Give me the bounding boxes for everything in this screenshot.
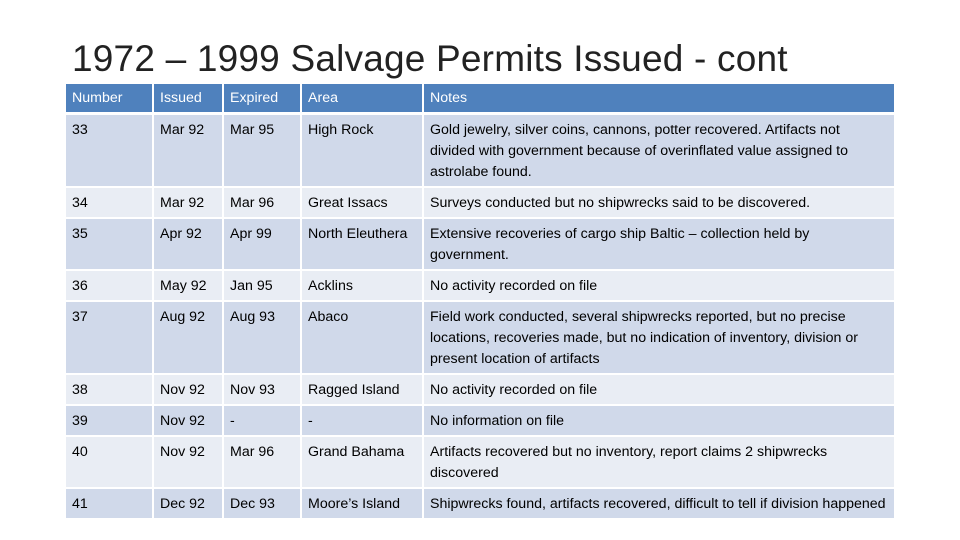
cell-notes: Gold jewelry, silver coins, cannons, potter recovered. Artifacts not divided with government because of overinflated value assigned to astrolabe found. xyxy=(424,115,894,188)
cell-expired: Dec 93 xyxy=(224,489,302,520)
cell-number: 37 xyxy=(66,302,154,375)
salvage-permits-table xyxy=(66,84,894,520)
header-expired: Expired xyxy=(224,84,302,115)
header-issued: Issued xyxy=(154,84,224,115)
cell-expired: Mar 96 xyxy=(224,188,302,219)
cell-notes: Field work conducted, several shipwrecks reported, but no precise locations, recoveries made, but no indication of inventory, division or present location of artifacts xyxy=(424,302,894,375)
cell-number: 35 xyxy=(66,219,154,271)
cell-issued: Nov 92 xyxy=(154,437,224,489)
cell-number: 39 xyxy=(66,406,154,437)
cell-number: 33 xyxy=(66,115,154,188)
table-row xyxy=(66,302,894,375)
cell-number: 41 xyxy=(66,489,154,520)
cell-number: 34 xyxy=(66,188,154,219)
cell-issued: Nov 92 xyxy=(154,406,224,437)
cell-notes: Surveys conducted but no shipwrecks said to be discovered. xyxy=(424,188,894,219)
cell-expired: - xyxy=(224,406,302,437)
cell-notes: No information on file xyxy=(424,406,894,437)
cell-notes: No activity recorded on file xyxy=(424,375,894,406)
cell-issued: Mar 92 xyxy=(154,115,224,188)
cell-notes: No activity recorded on file xyxy=(424,271,894,302)
table-row xyxy=(66,219,894,271)
table-row xyxy=(66,437,894,489)
table-row xyxy=(66,375,894,406)
cell-number: 38 xyxy=(66,375,154,406)
cell-expired: Mar 95 xyxy=(224,115,302,188)
cell-issued: Mar 92 xyxy=(154,188,224,219)
cell-expired: Apr 99 xyxy=(224,219,302,271)
cell-area: Great Issacs xyxy=(302,188,424,219)
cell-issued: Apr 92 xyxy=(154,219,224,271)
cell-area: Acklins xyxy=(302,271,424,302)
cell-number: 40 xyxy=(66,437,154,489)
header-number: Number xyxy=(66,84,154,115)
table-row xyxy=(66,115,894,188)
cell-issued: May 92 xyxy=(154,271,224,302)
cell-area: Grand Bahama xyxy=(302,437,424,489)
header-notes: Notes xyxy=(424,84,894,115)
cell-number: 36 xyxy=(66,271,154,302)
slide-title: 1972 – 1999 Salvage Permits Issued - cont xyxy=(72,38,788,79)
cell-notes: Artifacts recovered but no inventory, report claims 2 shipwrecks discovered xyxy=(424,437,894,489)
cell-area: Moore’s Island xyxy=(302,489,424,520)
cell-issued: Aug 92 xyxy=(154,302,224,375)
table-row xyxy=(66,271,894,302)
cell-issued: Nov 92 xyxy=(154,375,224,406)
cell-expired: Mar 96 xyxy=(224,437,302,489)
cell-expired: Jan 95 xyxy=(224,271,302,302)
header-area: Area xyxy=(302,84,424,115)
cell-notes: Shipwrecks found, artifacts recovered, difficult to tell if division happened xyxy=(424,489,894,520)
cell-area: - xyxy=(302,406,424,437)
table-row xyxy=(66,489,894,520)
table-header-row xyxy=(66,84,894,115)
cell-expired: Aug 93 xyxy=(224,302,302,375)
cell-issued: Dec 92 xyxy=(154,489,224,520)
cell-area: High Rock xyxy=(302,115,424,188)
cell-notes: Extensive recoveries of cargo ship Baltic – collection held by government. xyxy=(424,219,894,271)
table-row xyxy=(66,188,894,219)
table-row xyxy=(66,406,894,437)
cell-area: North Eleuthera xyxy=(302,219,424,271)
cell-expired: Nov 93 xyxy=(224,375,302,406)
cell-area: Abaco xyxy=(302,302,424,375)
cell-area: Ragged Island xyxy=(302,375,424,406)
